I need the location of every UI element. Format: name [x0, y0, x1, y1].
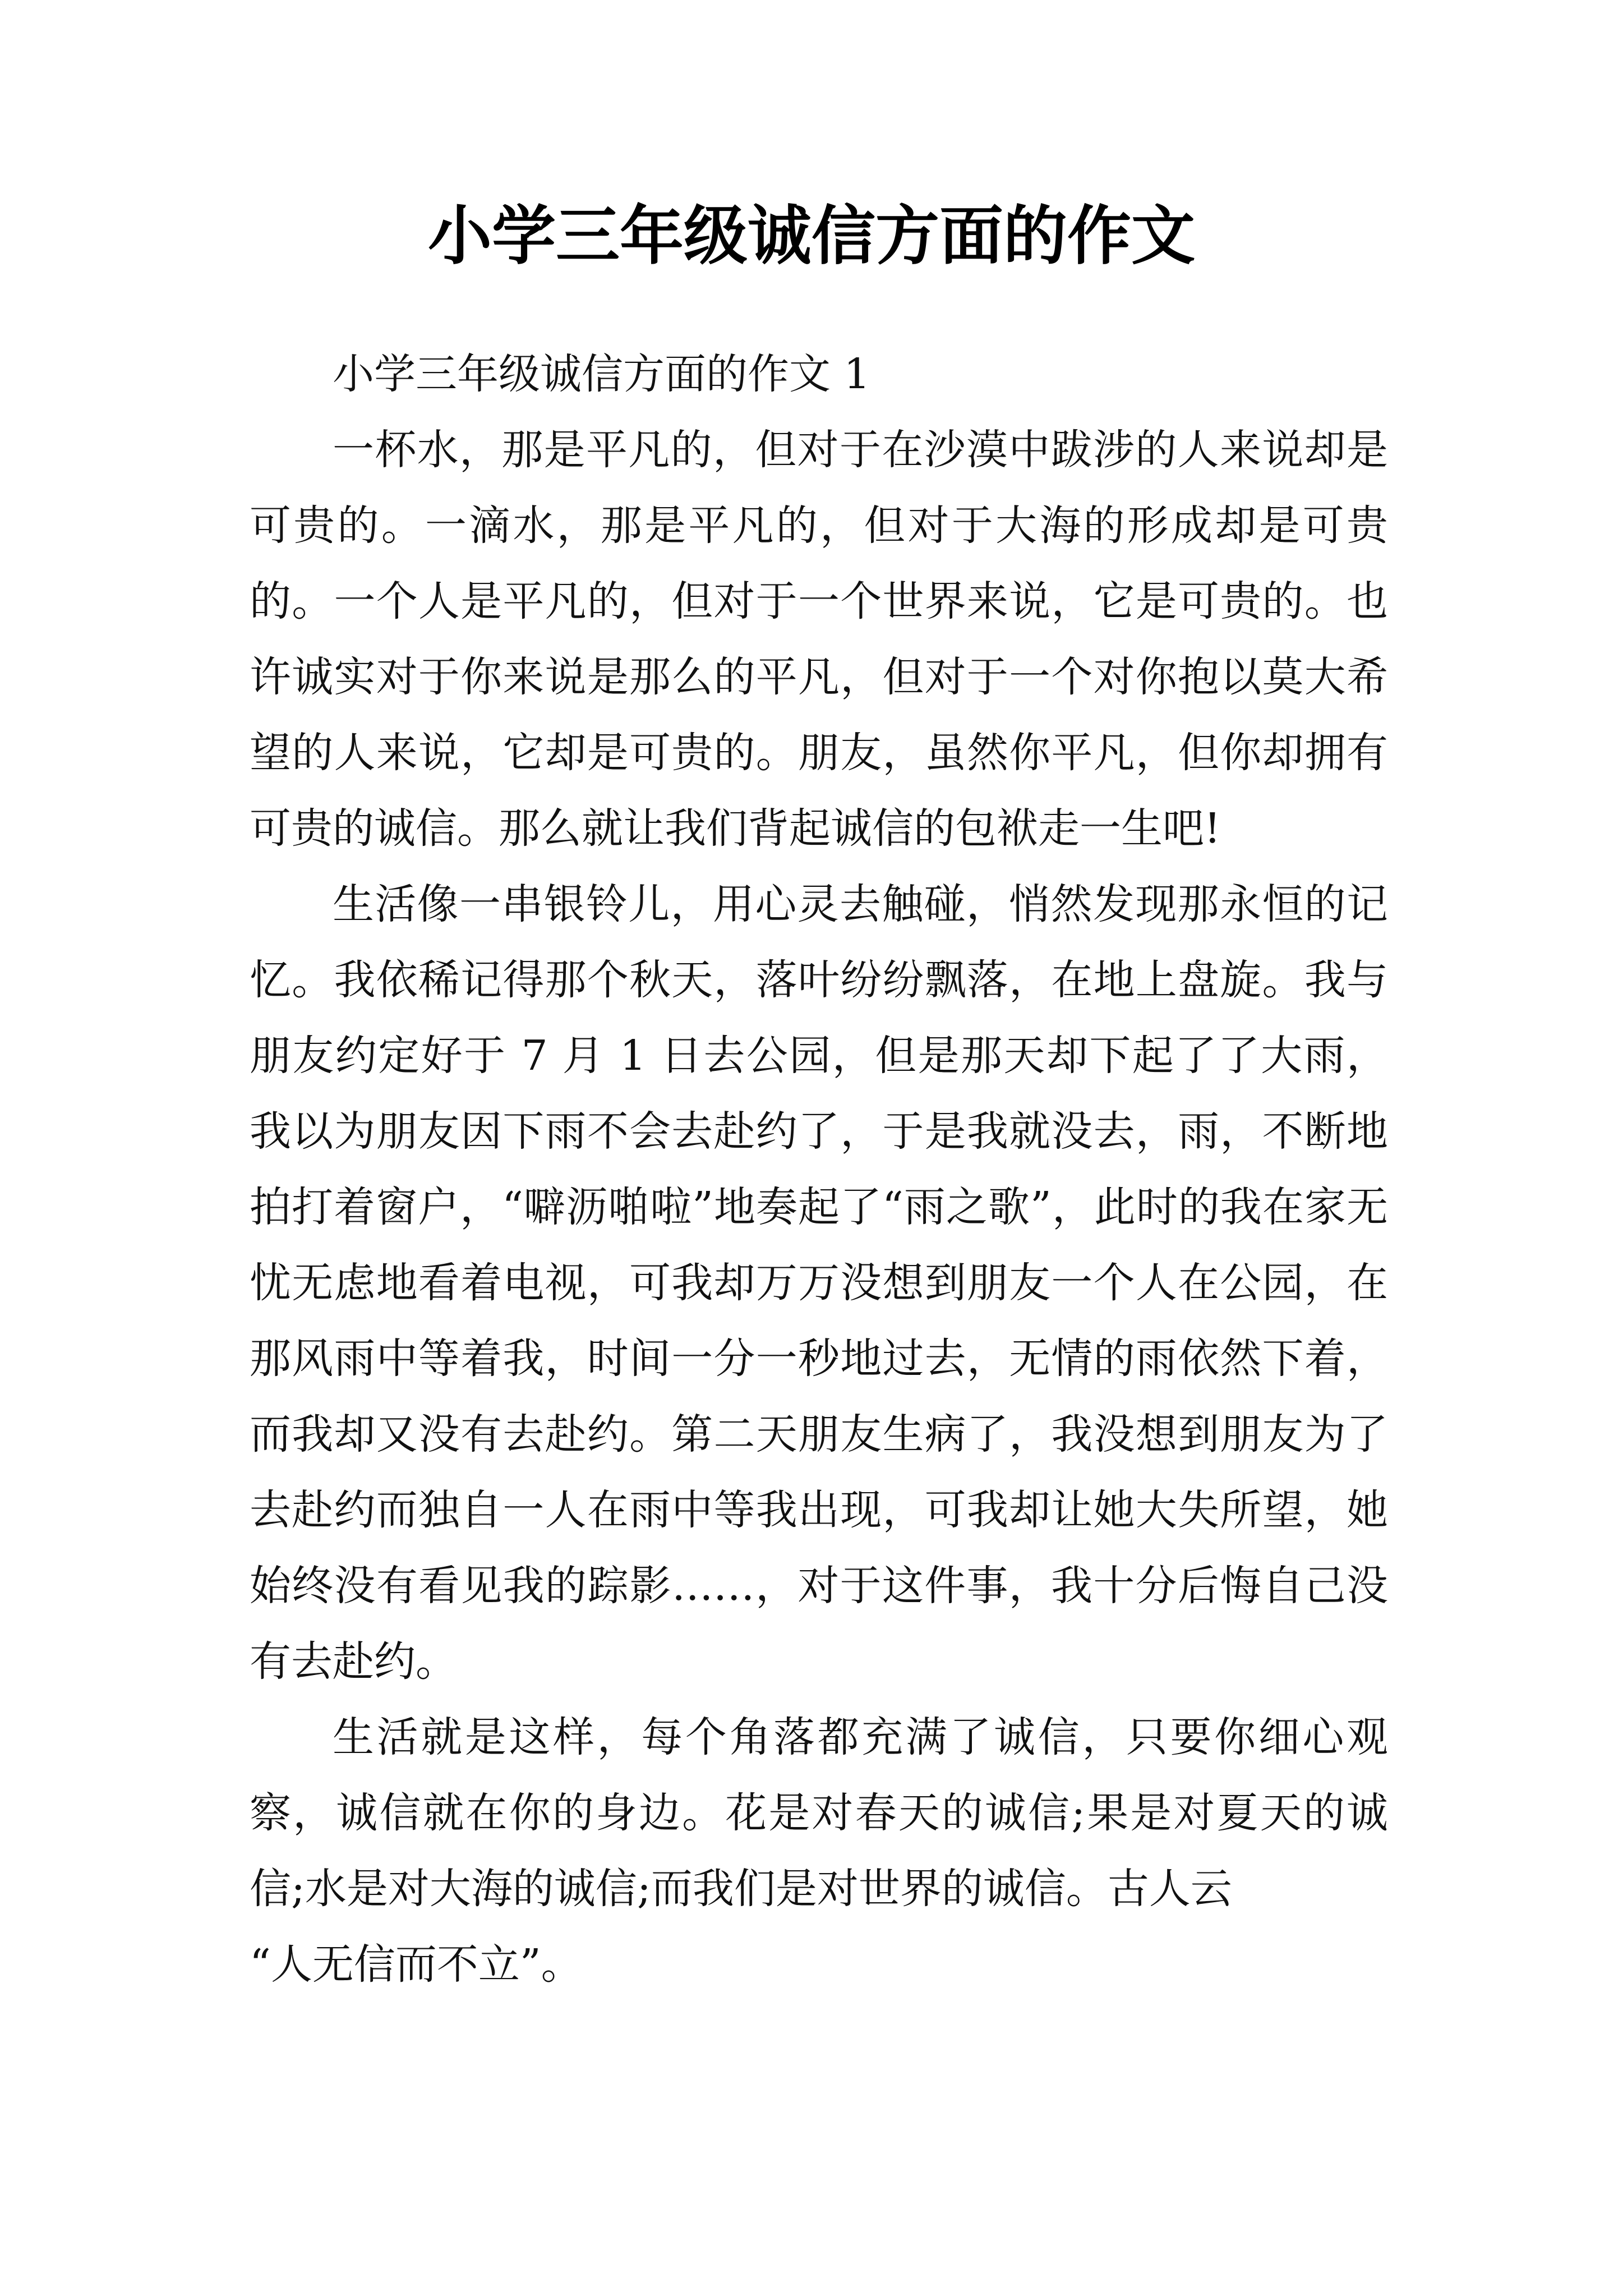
paragraph-1: 一杯水，那是平凡的，但对于在沙漠中跋涉的人来说却是可贵的。一滴水，那是平凡的，但对于大海的形成却是可贵的。一个人是平凡的，但对于一个世界来说，它是可贵的。也许诚实对于你来说是那么的平凡，但对于一个对你抱以莫大希望的人来说，它却是可贵的。朋友，虽然你平凡，但你却拥有可贵的诚信。那么就让我们背起诚信的包袱走一生吧! — [250, 426, 1388, 853]
document-body — [250, 337, 1388, 2003]
paragraph-2: 生活像一串银铃儿，用心灵去触碰，悄然发现那永恒的记忆。我依稀记得那个秋天，落叶纷纷飘落，在地上盘旋。我与朋友约定好于 7 月 1 日去公园，但是那天却下起了了大雨，我以为朋友因下雨不会去赴约了，于是我就没去，雨，不断地拍打着窗户，“噼沥啪啦”地奏起了“雨之歌”，此时的我在家无忧无虑地看着电视，可我却万万没想到朋友一个人在公园，在那风雨中等着我，时间一分一秒地过去，无情的雨依然下着，而我却又没有去赴约。第二天朋友生病了，我没想到朋友为了去赴约而独自一人在雨中等我出现，可我却让她大失所望，她始终没有看见我的踪影……，对于这件事，我十分后悔自己没有去赴约。 — [250, 880, 1388, 1686]
document-title: 小学三年级诚信方面的作文 — [427, 198, 1195, 273]
paragraph-3: 生活就是这样，每个角落都充满了诚信，只要你细心观察，诚信就在你的身边。花是对春天的诚信;果是对夏天的诚信;水是对大海的诚信;而我们是对世界的诚信。古人云 — [250, 1713, 1388, 1913]
closing-quote: “人无信而不立”。 — [250, 1940, 583, 1989]
section-heading: 小学三年级诚信方面的作文 1 — [333, 350, 870, 398]
